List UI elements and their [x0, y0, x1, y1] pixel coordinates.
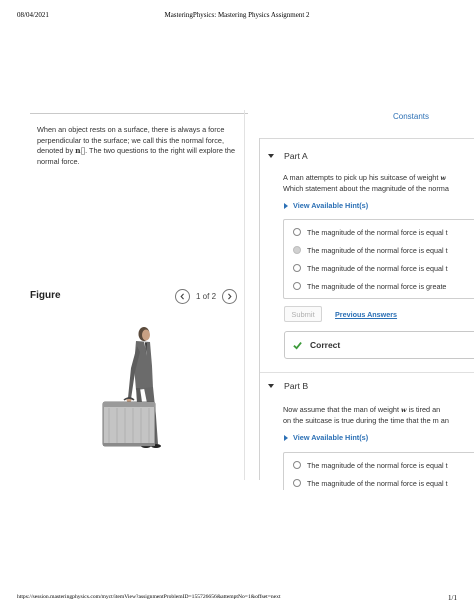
part-b-hint-toggle[interactable] [284, 433, 368, 442]
checkmark-icon [293, 341, 302, 350]
print-title: MasteringPhysics: Mastering Physics Assignment 2 [164, 11, 310, 19]
previous-answers-link[interactable]: Previous Answers [335, 310, 398, 319]
left-panel [30, 113, 248, 593]
radio-button[interactable] [293, 228, 301, 236]
part-a-header[interactable] [268, 151, 308, 161]
figure-heading: Figure [30, 290, 61, 301]
part-b-options [283, 452, 474, 490]
part-b-hint-label: View Available Hint(s) [293, 433, 369, 442]
part-divider [260, 372, 474, 373]
radio-button-selected[interactable] [293, 246, 301, 254]
part-a-title: Part A [284, 151, 308, 161]
constants-link[interactable]: Constants [393, 112, 430, 121]
print-page-number: 1/1 [448, 594, 457, 602]
feedback-correct [284, 331, 474, 359]
part-b-title: Part B [284, 381, 309, 391]
part-a-hint-label: View Available Hint(s) [293, 201, 369, 210]
part-b-option[interactable]: The magnitude of the normal force is equal t [284, 474, 474, 490]
constants-divider [260, 138, 474, 139]
chevron-left-icon [179, 293, 186, 300]
top-divider [30, 113, 248, 114]
part-a-options [283, 219, 474, 299]
radio-button[interactable] [293, 282, 301, 290]
radio-button[interactable] [293, 461, 301, 469]
caret-right-icon [284, 435, 288, 441]
chevron-right-icon [226, 293, 233, 300]
part-b-question: Now assume that the man of weight w is tired an on the suitcase is true during the time that the m an [283, 405, 449, 425]
part-a-question: A man attempts to pick up his suitcase of weight w Which statement about the magnitude of the norma [283, 173, 449, 193]
feedback-text: Correct [310, 340, 341, 350]
part-b-option[interactable]: The magnitude of the normal force is equal t [284, 456, 474, 474]
part-a-option[interactable]: The magnitude of the normal force is equal t [284, 241, 474, 259]
panel-divider-light [244, 110, 245, 480]
submit-button[interactable]: Submit [284, 306, 322, 322]
normal-force-symbol: n⃗ [75, 146, 86, 155]
previous-figure-button[interactable] [175, 289, 190, 304]
right-panel [260, 100, 474, 490]
print-date: 08/04/2021 [17, 11, 49, 19]
radio-button[interactable] [293, 479, 301, 487]
print-url: https://session.masteringphysics.com/myct/itemView?assignmentProblemID=155726656&attemptNo=1&offset=next [17, 594, 281, 600]
intro-text: When an object rests on a surface, there is always a force perpendicular to the surface; we call this the normal force, denoted by n⃗. The two questions to the right will explore the normal force. [37, 125, 236, 166]
weight-symbol: w [401, 406, 407, 414]
caret-down-icon [268, 384, 274, 388]
weight-symbol: w [440, 174, 446, 182]
part-a-hint-toggle[interactable] [284, 201, 368, 210]
next-figure-button[interactable] [222, 289, 237, 304]
caret-right-icon [284, 203, 288, 209]
figure-page-indicator: 1 of 2 [196, 292, 217, 301]
figure-pager [175, 289, 237, 304]
radio-button[interactable] [293, 264, 301, 272]
part-b-header[interactable] [268, 381, 308, 391]
caret-down-icon [268, 154, 274, 158]
part-a-option[interactable]: The magnitude of the normal force is equal t [284, 223, 474, 241]
part-a-option[interactable]: The magnitude of the normal force is equal t [284, 259, 474, 277]
man-with-suitcase-image [100, 326, 162, 454]
part-a-option[interactable]: The magnitude of the normal force is greate [284, 277, 474, 295]
